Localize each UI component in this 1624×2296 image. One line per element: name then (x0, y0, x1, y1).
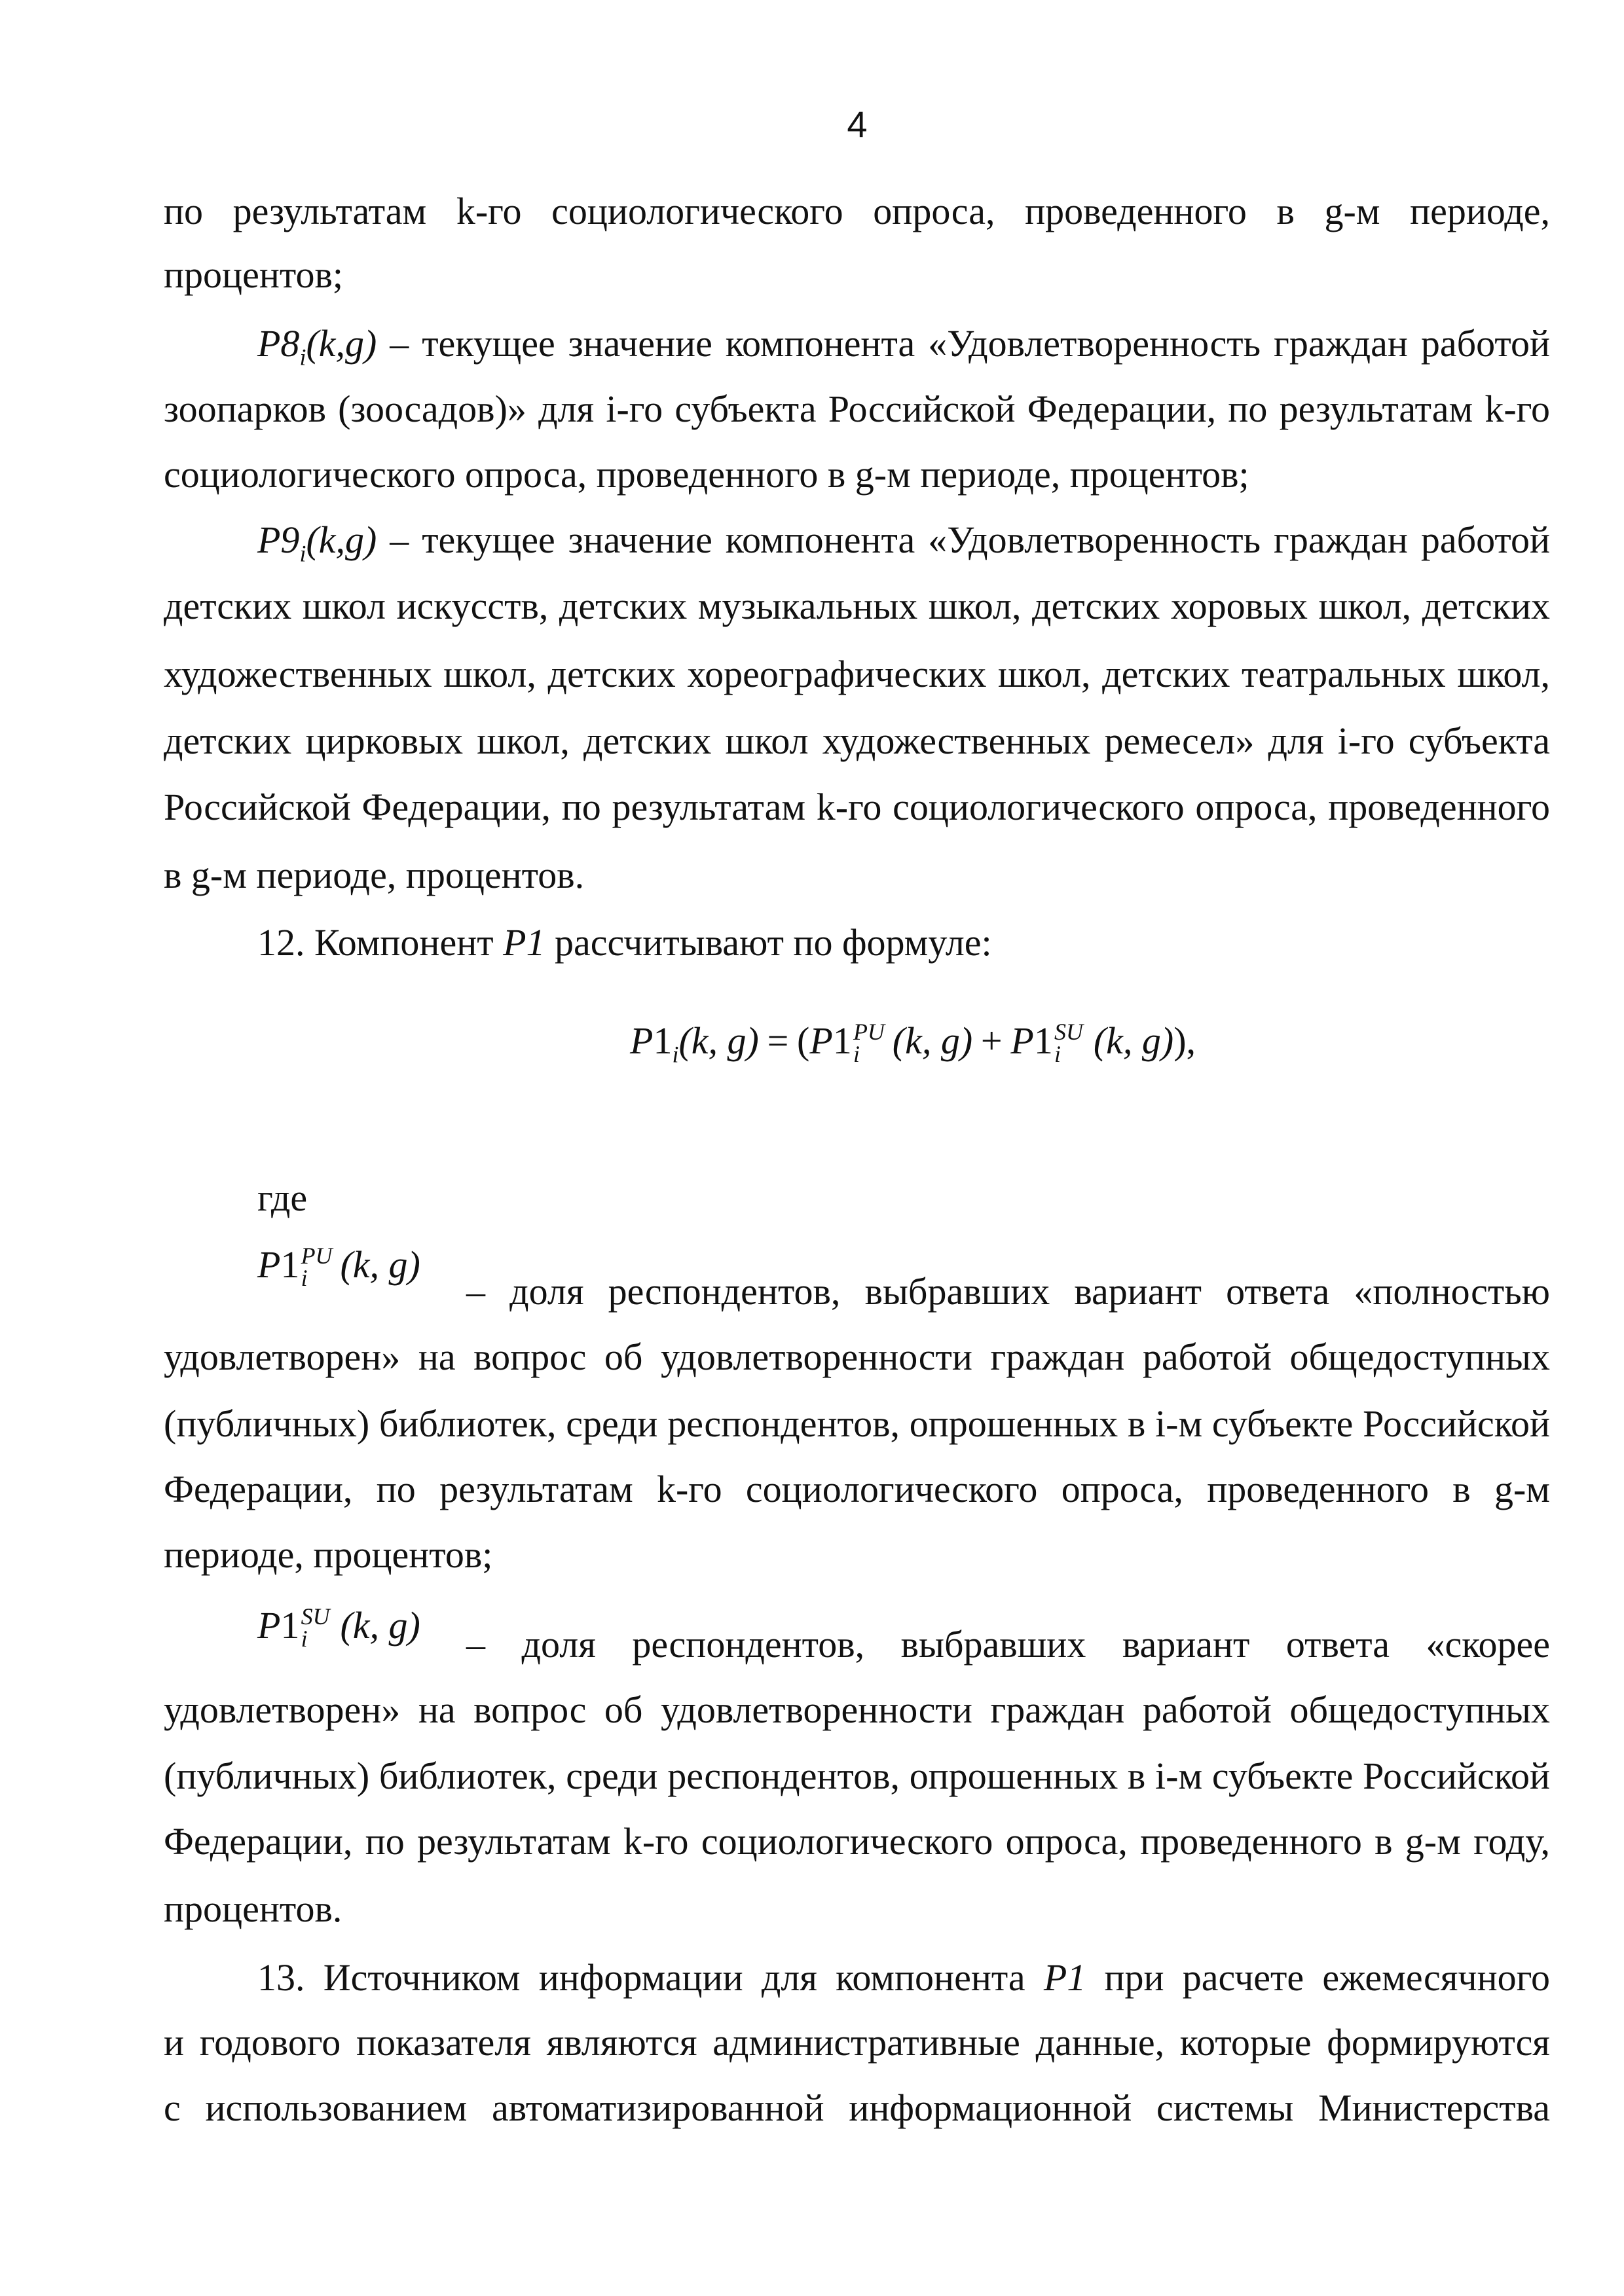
text-line: удовлетворен» на вопрос об удовлетворенности граждан работой общедоступных (164, 1688, 1550, 1731)
symbol-args: (k, g) (1093, 1019, 1174, 1062)
text-line: зоопарков (зоосадов)» для i-го субъекта Российской Федерации, по результатам k-го (164, 388, 1550, 430)
symbol-args: (k,g) (306, 519, 377, 561)
symbol-letter: P (257, 1604, 281, 1647)
symbol-index: 1 (653, 1019, 673, 1062)
text-line: в g-м периоде, процентов. (164, 854, 585, 896)
p1-inline-symbol: P1 (503, 921, 545, 964)
text-line: художественных школ, детских хореографических школ, детских театральных школ, (164, 653, 1550, 695)
superscript: SU (1054, 1018, 1083, 1045)
symbol-args: (k, g) (340, 1243, 420, 1286)
subscript: i (301, 1264, 308, 1291)
superscript: PU (853, 1018, 885, 1045)
symbol-index: 1 (1033, 1019, 1053, 1062)
sub-sup (852, 1018, 893, 1067)
symbol-index: 1 (280, 1243, 300, 1286)
symbol-args: (k, g) (678, 1019, 759, 1062)
text-line: Федерации, по результатам k-го социологического опроса, проведенного в g-м (164, 1468, 1550, 1510)
line-text: при расчете ежемесячного (1086, 1956, 1550, 1999)
symbol-args: (k,g) (306, 322, 377, 365)
p8-symbol (257, 322, 377, 371)
symbol-letter: P (809, 1019, 833, 1062)
symbol-index: 1 (832, 1019, 852, 1062)
text-line: процентов. (164, 1887, 342, 1930)
text-line: процентов; (164, 253, 343, 296)
text-line: Российской Федерации, по результатам k-го социологического опроса, проведенного (164, 786, 1550, 828)
where-label: где (257, 1176, 308, 1219)
line-text: 12. Компонент (257, 921, 504, 964)
formula-p1 (630, 1008, 1196, 1074)
subscript: i (299, 540, 306, 567)
formula-lhs (630, 1019, 759, 1068)
plus-sign: + (980, 1019, 1003, 1062)
sub-sup (299, 1242, 340, 1291)
text-line (257, 1945, 1550, 2011)
superscript: PU (301, 1242, 333, 1269)
formula-term-pu (809, 1018, 973, 1067)
text-line: и годового показателя являются административные данные, которые формируются (164, 2021, 1550, 2064)
text-line: – доля респондентов, выбравших вариант ответа «полностью (466, 1270, 1550, 1313)
open-paren: ( (797, 1019, 810, 1062)
symbol-base: P9 (257, 519, 300, 561)
text-line (257, 910, 1550, 975)
text-line: детских школ искусств, детских музыкальных школ, детских хоровых школ, детских (164, 585, 1550, 627)
subscript: i (853, 1040, 860, 1067)
formula-term-su (1010, 1018, 1174, 1067)
text-line: (публичных) библиотек, среди респондентов, опрошенных в i-м субъекте Российской (164, 1402, 1550, 1445)
close-paren: ), (1173, 1019, 1196, 1062)
line-text: – текущее значение компонента «Удовлетворенность граждан работой (377, 322, 1550, 365)
text-line: с использованием автоматизированной информационной системы Министерства (164, 2086, 1550, 2129)
equals-sign: = (767, 1019, 789, 1062)
line-text: – текущее значение компонента «Удовлетворенность граждан работой (377, 519, 1550, 561)
text-line: – доля респондентов, выбравших вариант ответа «скорее (466, 1623, 1550, 1666)
text-line: социологического опроса, проведенного в g-м периоде, процентов; (164, 453, 1249, 496)
text-line: (публичных) библиотек, среди респондентов, опрошенных в i-м субъекте Российской (164, 1755, 1550, 1797)
text-line: по результатам k-го социологического опроса, проведенного в g-м периоде, (164, 190, 1550, 232)
text-line: детских цирковых школ, детских школ художественных ремесел» для i-го субъекта (164, 720, 1550, 762)
line-text: рассчитывают по формуле: (545, 921, 992, 964)
text-line (257, 507, 1550, 573)
symbol-letter: P (630, 1019, 654, 1062)
text-line: удовлетворен» на вопрос об удовлетворенности граждан работой общедоступных (164, 1336, 1550, 1378)
subscript: i (1054, 1040, 1061, 1067)
symbol-letter: P (1010, 1019, 1034, 1062)
subscript: i (301, 1625, 308, 1652)
page-number: 4 (847, 103, 868, 145)
line-text: 13. Источником информации для компонента (257, 1956, 1044, 1999)
symbol-base: P8 (257, 322, 300, 365)
p1-inline-symbol: P1 (1043, 1956, 1086, 1999)
symbol-args: (k, g) (892, 1019, 973, 1062)
subscript: i (672, 1041, 679, 1068)
subscript: i (299, 344, 306, 371)
symbol-args: (k, g) (340, 1604, 420, 1647)
text-line (257, 311, 1550, 376)
p9-symbol (257, 519, 377, 567)
symbol-index: 1 (280, 1604, 300, 1647)
symbol-letter: P (257, 1243, 281, 1286)
text-line: периоде, процентов; (164, 1533, 493, 1576)
superscript: SU (301, 1603, 330, 1630)
sub-sup (1053, 1018, 1094, 1067)
sub-sup (299, 1603, 340, 1652)
text-line: Федерации, по результатам k-го социологического опроса, проведенного в g-м году, (164, 1820, 1550, 1863)
